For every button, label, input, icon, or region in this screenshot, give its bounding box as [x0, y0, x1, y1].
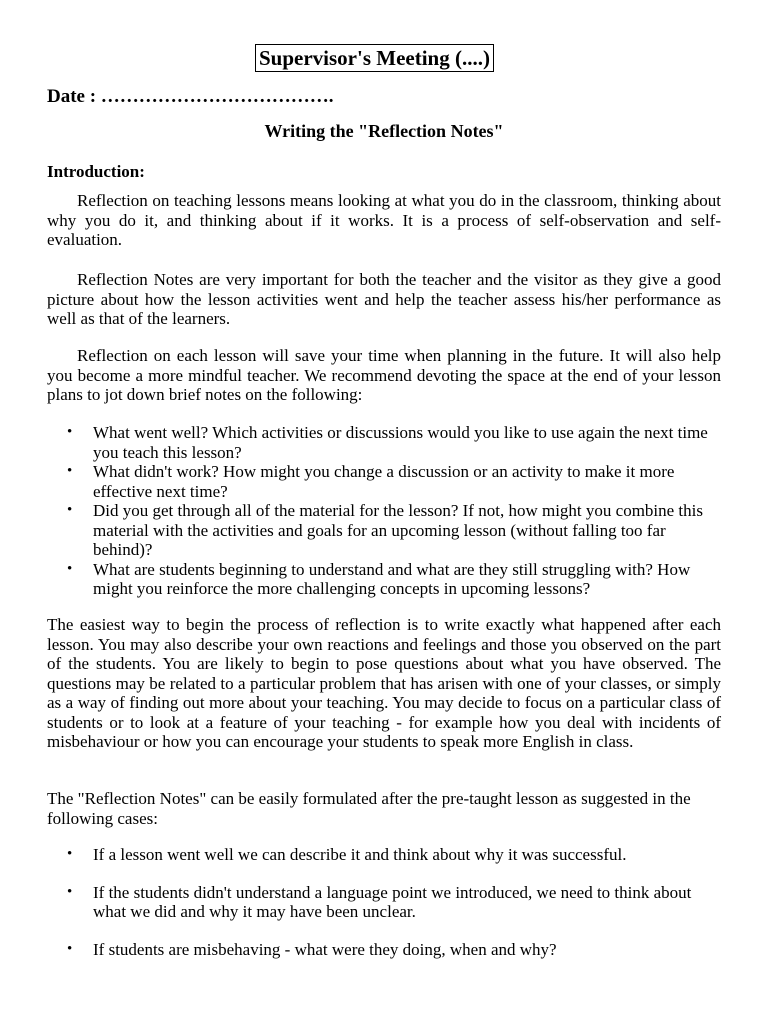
reflection-cases-list — [47, 845, 721, 977]
list-item — [47, 501, 713, 560]
document-subtitle: Writing the "Reflection Notes" — [264, 121, 504, 141]
intro-paragraph-3: Reflection on each lesson will save your time when planning in the future. It will also help you become a more mindful teacher. We recommend devoting the space at the end of your lesson plans to jot down brief notes on the following: — [47, 346, 721, 404]
bullet-icon: • — [67, 846, 73, 862]
list-item — [47, 560, 713, 599]
list-item-text: What didn't work? How might you change a discussion or an activity to make it more effective next time? — [93, 462, 675, 501]
list-item — [47, 883, 713, 922]
list-item-text: What are students beginning to understand and what are they still struggling with? How might you reinforce the more challenging concepts in upcoming lessons? — [93, 559, 691, 598]
list-item — [47, 845, 713, 865]
meeting-title: Supervisor's Meeting (....) — [255, 44, 494, 72]
process-paragraph: The easiest way to begin the process of reflection is to write exactly what happened after each lesson. You may also describe your own reactions and feelings and those you observed on the part of the students. You are likely to begin to pose questions about what you have observed. The questions may be related to a particular problem that has arisen with one of your classes, or simply as a way of finding out more about your teaching. You may decide to focus on a particular class of students or to look at a feature of your teaching - for example how you deal with incidents of misbehaviour or how you can encourage your students to speak more English in class. — [47, 615, 721, 751]
reflection-questions-list — [47, 423, 721, 599]
list-item-text: What went well? Which activities or discussions would you like to use again the next time you teach this lesson? — [93, 423, 708, 462]
list-item-text: Did you get through all of the material for the lesson? If not, how might you combine this material with the activities and goals for an upcoming lesson (without falling too far behind)? — [93, 501, 703, 559]
list-item — [47, 462, 713, 501]
introduction-heading: Introduction: — [47, 162, 145, 181]
bullet-icon: • — [67, 560, 73, 577]
list-item-text: If students are misbehaving - what were they doing, when and why? — [93, 939, 557, 959]
bullet-icon: • — [67, 502, 73, 518]
list-item — [47, 423, 713, 462]
intro-paragraph-2: Reflection Notes are very important for both the teacher and the visitor as they give a good picture about how the lesson activities went and help the teacher assess his/her performance as well as that of the learners. — [47, 270, 721, 328]
bullet-icon: • — [67, 463, 73, 479]
cases-intro-paragraph: The "Reflection Notes" can be easily formulated after the pre-taught lesson as suggested in the following cases: — [47, 789, 691, 828]
bullet-icon: • — [67, 883, 73, 900]
intro-paragraph-1: Reflection on teaching lessons means looking at what you do in the classroom, thinking about why you do it, and thinking about if it works. It is a process of self-observation and self-evaluation. — [47, 191, 721, 249]
bullet-icon: • — [67, 940, 73, 957]
bullet-icon: • — [67, 424, 73, 440]
list-item-text: If the students didn't understand a language point we introduced, we need to think about what we did and why it may have been unclear. — [93, 882, 692, 921]
date-line: Date : ………………………………. — [47, 86, 334, 107]
list-item-text: If a lesson went well we can describe it and think about why it was successful. — [93, 845, 627, 864]
list-item — [47, 940, 713, 960]
